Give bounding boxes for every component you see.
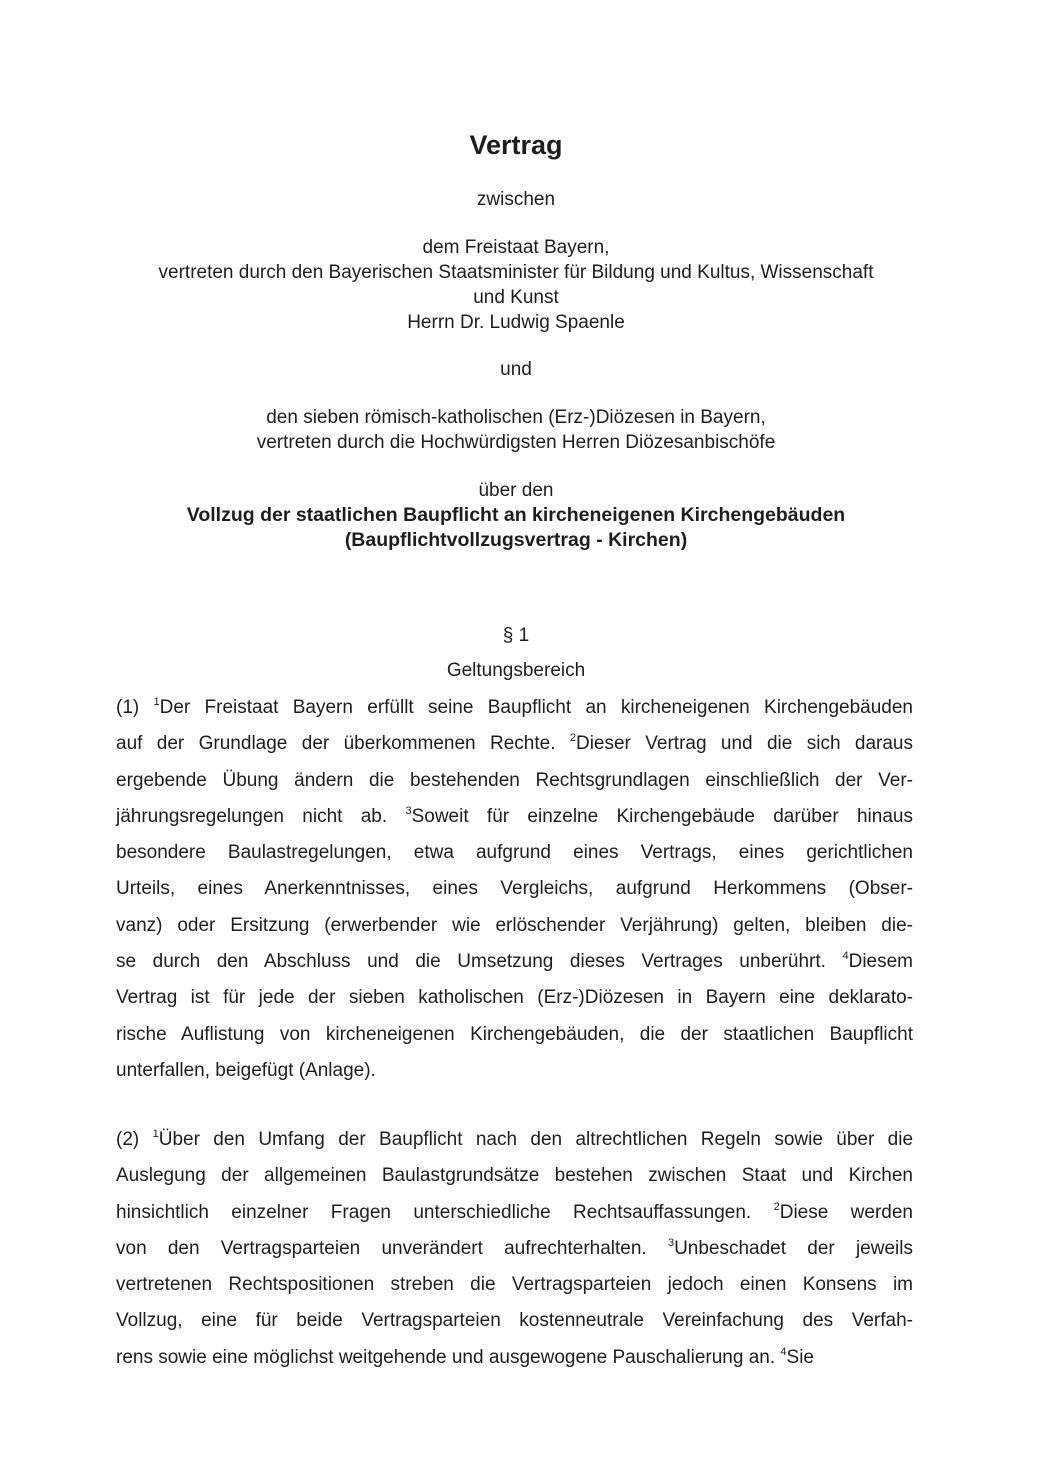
paragraph-1: [116, 690, 913, 1089]
paragraph-line: (2) $^1$Über den Umfang der Baupflicht nach den altrechtlichen Regeln sowie über die: [116, 1128, 914, 1150]
paragraph-line: auf der Grundlage der überkommenen Rechte. $^2$Dieser Vertrag und die sich daraus: [116, 732, 913, 755]
party2-line: den sieben römisch-katholischen (Erz-)Diözesen in Bayern,: [266, 407, 766, 428]
sentence-number: 4: [780, 1345, 787, 1358]
paragraph-line: ergebende Übung ändern die bestehenden Rechtsgrundlagen einschließlich der Ver-: [116, 769, 913, 791]
paragraph-line: Urteils, eines Anerkenntnisses, eines Vergleichs, aufgrund Herkommens (Obser-: [116, 878, 913, 900]
about-text: über den: [478, 480, 554, 501]
party1-line: dem Freistaat Bayern,: [422, 237, 610, 258]
section-number-text: § 1: [502, 625, 530, 646]
section-number: [100, 623, 932, 648]
subject-line: Vollzug der staatlichen Baupflicht an kircheneigenen Kirchengebäuden: [186, 504, 846, 526]
party1-line: und Kunst: [473, 287, 559, 308]
subject-line: (Baupflichtvollzugsvertrag - Kirchen): [344, 529, 688, 551]
party2-line: vertreten durch die Hochwürdigsten Herren Diözesanbischöfe: [256, 432, 776, 453]
party1-line: Herrn Dr. Ludwig Spaenle: [407, 312, 625, 333]
paragraph-line: hinsichtlich einzelner Fragen unterschiedliche Rechtsauffassungen. $^2$Diese werden: [116, 1200, 913, 1223]
paragraph-2: [116, 1122, 913, 1376]
paragraph-line: besondere Baulastregelungen, etwa aufgrund eines Vertrags, eines gerichtlichen: [116, 842, 913, 864]
paragraph-line: jährungsregelungen nicht ab. $^3$Soweit für einzelne Kirchengebäude darüber hinaus: [116, 804, 913, 827]
paragraph-line: von den Vertragsparteien unverändert aufrechterhalten. $^3$Unbeschadet der jeweils: [116, 1236, 913, 1259]
sentence-number: 1: [153, 696, 160, 708]
paragraph-line: se durch den Abschluss und die Umsetzung dieses Vertrages unberührt. $^4$Diesem: [116, 950, 913, 973]
and-label: [100, 357, 932, 382]
sentence-number: 4: [842, 950, 849, 963]
sentence-number: 2: [569, 732, 576, 745]
subject-block: [100, 478, 932, 553]
paragraph-line: (1) $^1$Der Freistaat Bayern erfüllt seine Baupflicht an kircheneigenen Kirchengebäuden: [116, 696, 913, 718]
paragraph-line: unterfallen, beigefügt (Anlage).: [116, 1059, 376, 1081]
document-title: Vertrag: [469, 130, 563, 160]
sentence-number: 3: [405, 804, 412, 817]
sentence-number: 1: [152, 1128, 159, 1140]
paragraph-line: vanz) oder Ersitzung (erwerbender wie erlöschender Verjährung) gelten, bleiben die-: [116, 914, 913, 936]
paragraph-line: rens sowie eine möglichst weitgehende und ausgewogene Pauschalierung an. $^4$Sie: [116, 1345, 814, 1368]
paragraph-line: Vollzug, eine für beide Vertragsparteien kostenneutrale Vereinfachung des Verfah-: [116, 1310, 913, 1332]
section-heading: [100, 658, 932, 683]
party-dioceses: [100, 405, 932, 455]
paragraph-line: Auslegung der allgemeinen Baulastgrundsätze bestehen zwischen Staat und Kirchen: [116, 1165, 913, 1187]
section-title-text: Geltungsbereich: [446, 660, 586, 681]
paragraph-line: Vertrag ist für jede der sieben katholischen (Erz-)Diözesen in Bayern eine deklarato-: [116, 987, 913, 1009]
paragraph-line: vertretenen Rechtspositionen streben die Vertragsparteien jedoch einen Konsens im: [116, 1274, 913, 1296]
between-label: [100, 187, 932, 212]
paragraph-line: rische Auflistung von kircheneigenen Kirchengebäuden, die der staatlichen Baupflicht: [116, 1023, 913, 1045]
between-text: zwischen: [476, 189, 556, 210]
and-text: und: [500, 359, 532, 380]
sentence-number: 3: [667, 1236, 675, 1249]
party1-line: vertreten durch den Bayerischen Staatsminister für Bildung und Kultus, Wissenschaft: [158, 262, 874, 283]
party-bavaria: [100, 235, 932, 335]
sentence-number: 2: [773, 1200, 780, 1213]
